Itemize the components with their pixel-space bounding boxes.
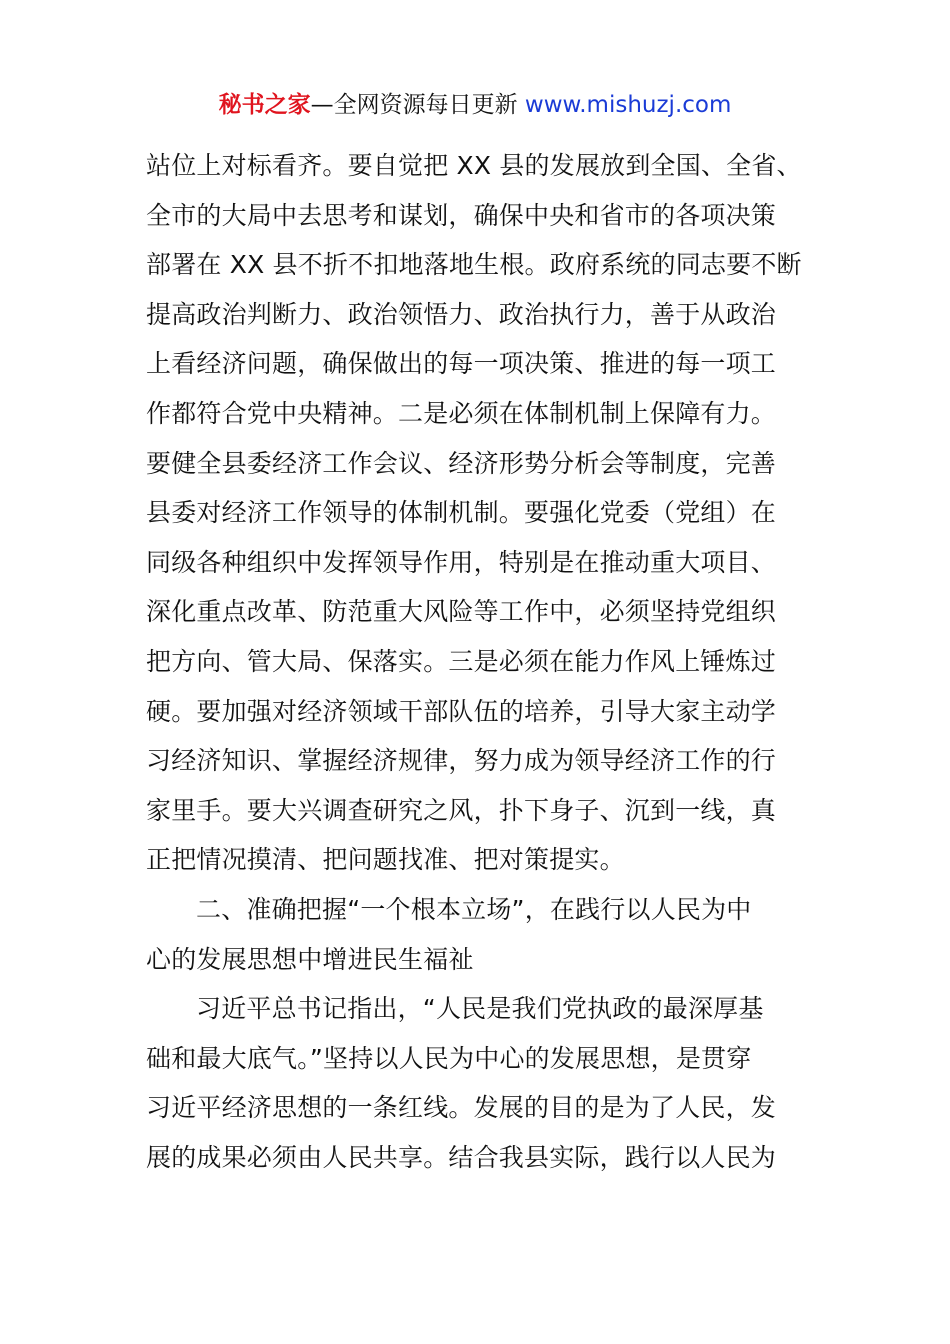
text-line: 正把情况摸清、把问题找准、把对策提实。: [146, 845, 625, 875]
text-line: 上看经济问题，确保做出的每一项决策、推进的每一项工: [146, 349, 777, 379]
text-line: 深化重点改革、防范重大风险等工作中，必须坚持党组织: [146, 597, 777, 627]
page-header: [0, 88, 950, 122]
text-line: 把方向、管大局、保落实。三是必须在能力作风上锤炼过: [146, 646, 777, 676]
document-body: [146, 141, 810, 1182]
text-line: 全市的大局中去思考和谋划，确保中央和省市的各项决策: [146, 200, 777, 230]
text-line: 站位上对标看齐。要自觉把 XX 县的发展放到全国、全省、: [146, 151, 802, 180]
text-line: 硬。要加强对经济领域干部队伍的培养，引导大家主动学: [146, 696, 777, 726]
text-line: 同级各种组织中发挥领导作用，特别是在推动重大项目、: [146, 547, 777, 577]
section-heading-line: 心的发展思想中增进民生福祉: [146, 944, 474, 974]
header-url-link[interactable]: www.mishuzj.com: [524, 92, 732, 118]
text-line: 作都符合党中央精神。二是必须在体制机制上保障有力。: [146, 398, 777, 428]
header-tagline: —全网资源每日更新: [310, 92, 525, 118]
header-brand: 秘书之家: [218, 92, 311, 118]
text-line: 家里手。要大兴调查研究之风，扑下身子、沉到一线，真: [146, 795, 777, 825]
text-line: 础和最大底气。”坚持以人民为中心的发展思想，是贯穿: [146, 1043, 752, 1073]
text-line: 要健全县委经济工作会议、经济形势分析会等制度，完善: [146, 448, 777, 478]
text-line: 展的成果必须由人民共享。结合我县实际，践行以人民为: [146, 1142, 777, 1172]
text-line: 习近平经济思想的一条红线。发展的目的是为了人民，发: [146, 1093, 777, 1123]
text-line: 部署在 XX 县不折不扣地落地生根。政府系统的同志要不断: [146, 250, 802, 280]
text-line: 习经济知识、掌握经济规律，努力成为领导经济工作的行: [146, 746, 777, 776]
text-line: 习近平总书记指出，“人民是我们党执政的最深厚基: [196, 994, 764, 1024]
text-line: 县委对经济工作领导的体制机制。要强化党委（党组）在: [146, 498, 777, 528]
text-line: 提高政治判断力、政治领悟力、政治执行力，善于从政治: [146, 299, 777, 329]
section-heading-line: 二、准确把握“一个根本立场”，在践行以人民为中: [196, 894, 752, 924]
